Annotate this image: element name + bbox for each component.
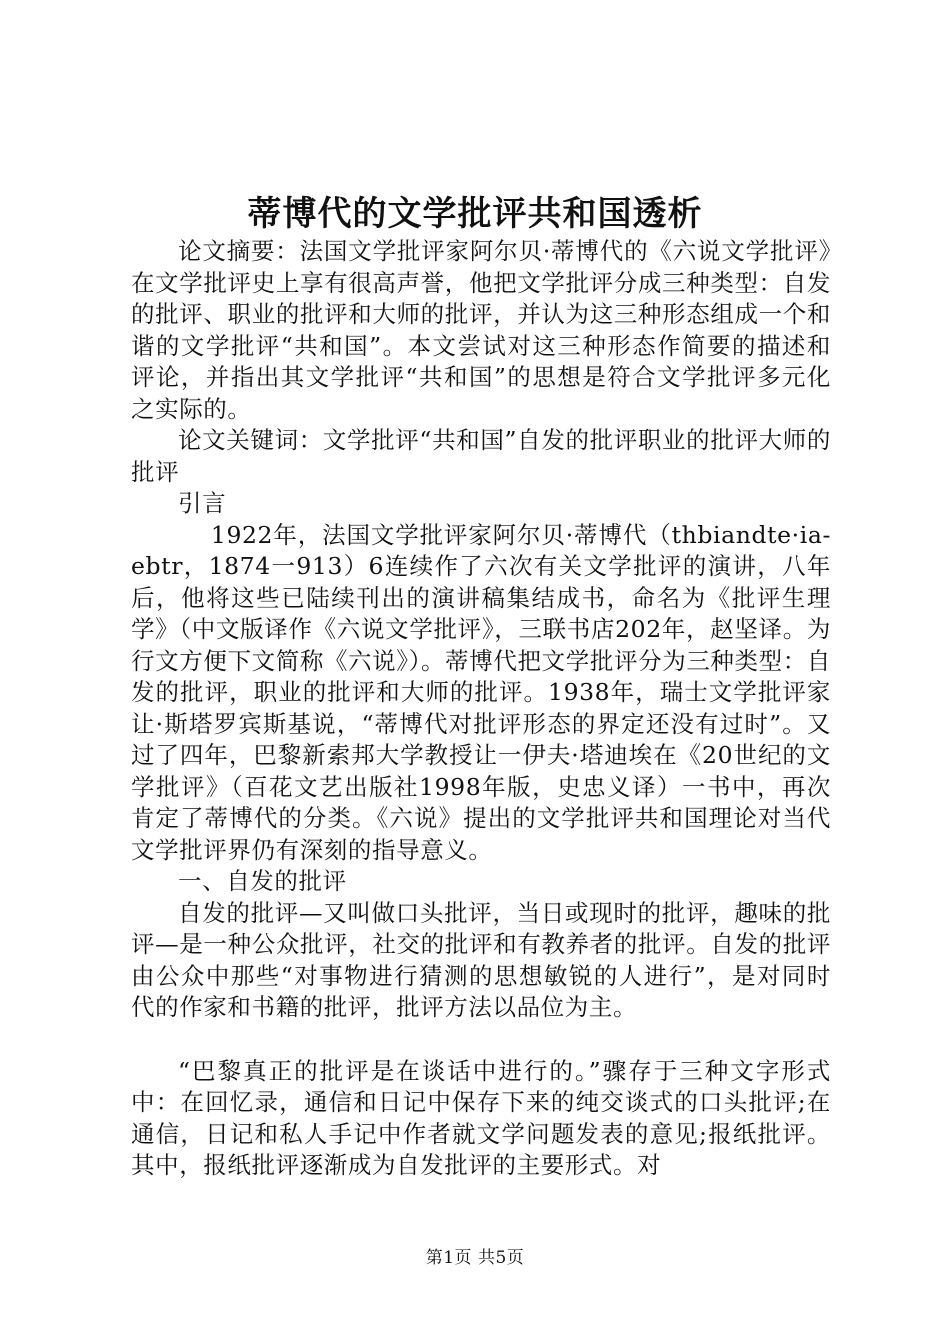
section-heading-spontaneous-criticism: 一、自发的批评	[178, 867, 347, 895]
document-title: 蒂博代的文学批评共和国透析	[247, 194, 703, 234]
body-paragraph: “巴黎真正的批评是在谈话中进行的。”骤存于三种文字形式中：在回忆录，通信和日记中保存下来的纯交谈式的口头批评;在通信，日记和私人手记中作者就文学问题发表的意见;报纸批评。其中，报纸批评逐渐成为自发批评的主要形式。对	[131, 1056, 831, 1179]
section-heading-introduction: 引言	[178, 489, 227, 517]
body-paragraph: 自发的批评—又叫做口头批评，当日或现时的批评，趣味的批评—是一种公众批评，社交的批评和有教养者的批评。自发的批评由公众中那些“对事物进行猜测的思想敏锐的人进行”，是对同时代的作家和书籍的批评，批评方法以品位为主。	[131, 898, 831, 1021]
abstract-paragraph: 论文摘要：法国文学批评家阿尔贝·蒂博代的《六说文学批评》在文学批评史上享有很高声誉，他把文学批评分成三种类型：自发的批评、职业的批评和大师的批评，并认为这三种形态组成一个和谐的文学批评“共和国”。本文尝试对这三种形态作简要的描述和评论，并指出其文学批评“共和国”的思想是符合文学批评多元化之实际的。	[131, 237, 831, 423]
introduction-paragraph: 1922年，法国文学批评家阿尔贝·蒂博代（thbiandte·ia-ebtr，1874一913）6连续作了六次有关文学批评的演讲，八年后，他将这些已陆续刊出的演讲稿集结成书，命名为《批评生理学》（中文版译作《六说文学批评》，三联书店202年，赵坚译。为行文方便下文简称《六说》）。蒂博代把文学批评分为三种类型：自发的批评，职业的批评和大师的批评。1938年，瑞士文学批评家让·斯塔罗宾斯基说，“蒂博代对批评形态的界定还没有过时”。又过了四年，巴黎新索邦大学教授让一伊夫·塔迪埃在《20世纪的文学批评》（百花文艺出版社1998年版，史忠义译）一书中，再次肯定了蒂博代的分类。《六说》提出的文学批评共和国理论对当代文学批评界仍有深刻的指导意义。	[131, 520, 831, 864]
keywords-paragraph: 论文关键词：文学批评“共和国”自发的批评职业的批评大师的批评	[131, 426, 831, 486]
page-footer: 第1页 共5页	[425, 1248, 525, 1268]
document-body	[131, 236, 831, 1182]
